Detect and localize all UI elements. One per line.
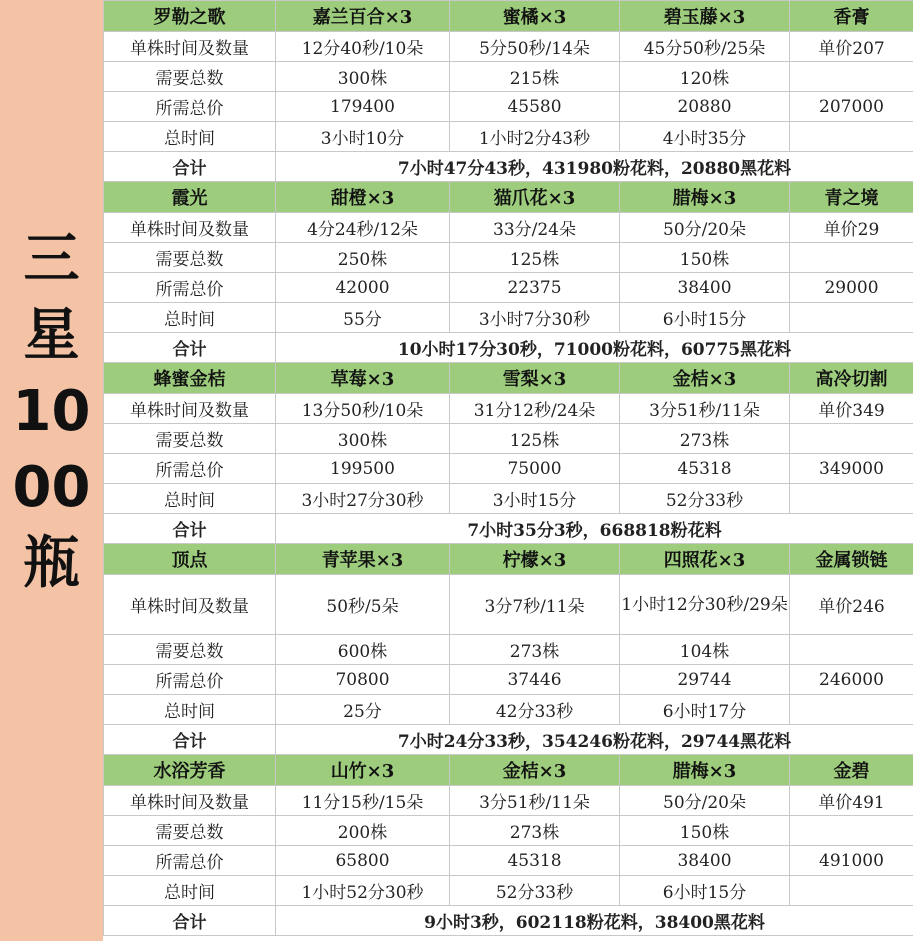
table-row bbox=[104, 273, 913, 303]
cell bbox=[790, 635, 913, 665]
cell: 125株 bbox=[450, 243, 620, 273]
cell: 42分33秒 bbox=[450, 695, 620, 725]
cell: 55分 bbox=[276, 303, 450, 333]
row-label: 需要总数 bbox=[104, 816, 276, 846]
cell: 52分33秒 bbox=[620, 484, 790, 514]
section-name: 罗勒之歌 bbox=[104, 1, 276, 32]
cell: 5分50秒/14朵 bbox=[450, 32, 620, 62]
sum-value: 7小时47分43秒，431980粉花料，20880黑花料 bbox=[276, 152, 913, 182]
cell bbox=[790, 876, 913, 906]
table-row bbox=[104, 62, 913, 92]
sum-row bbox=[104, 906, 913, 936]
cell: 300株 bbox=[276, 62, 450, 92]
row-label: 需要总数 bbox=[104, 635, 276, 665]
cell: 12分40秒/10朵 bbox=[276, 32, 450, 62]
cell: 42000 bbox=[276, 273, 450, 303]
sum-row bbox=[104, 514, 913, 544]
cell: 179400 bbox=[276, 92, 450, 122]
cell: 199500 bbox=[276, 454, 450, 484]
cell: 1小时12分30秒/29朵 bbox=[620, 575, 790, 635]
cell: 300株 bbox=[276, 424, 450, 454]
item-header: 草莓×3 bbox=[276, 363, 450, 394]
cell: 单价246 bbox=[790, 575, 913, 635]
item-header: 雪梨×3 bbox=[450, 363, 620, 394]
item-header: 香膏 bbox=[790, 1, 913, 32]
row-label: 所需总价 bbox=[104, 846, 276, 876]
cell: 52分33秒 bbox=[450, 876, 620, 906]
item-header: 金桔×3 bbox=[450, 755, 620, 786]
cell: 273株 bbox=[450, 635, 620, 665]
cell: 120株 bbox=[620, 62, 790, 92]
table-row bbox=[104, 695, 913, 725]
cell: 37446 bbox=[450, 665, 620, 695]
sum-value: 10小时17分30秒，71000粉花料，60775黑花料 bbox=[276, 333, 913, 363]
cell: 273株 bbox=[450, 816, 620, 846]
cell bbox=[790, 816, 913, 846]
sum-label: 合计 bbox=[104, 514, 276, 544]
cell: 单价207 bbox=[790, 32, 913, 62]
section-name: 顶点 bbox=[104, 544, 276, 575]
cell: 20880 bbox=[620, 92, 790, 122]
cell: 50分/20朵 bbox=[620, 786, 790, 816]
cell: 25分 bbox=[276, 695, 450, 725]
row-label: 所需总价 bbox=[104, 454, 276, 484]
cell bbox=[790, 695, 913, 725]
sum-label: 合计 bbox=[104, 725, 276, 755]
section-name: 霞光 bbox=[104, 182, 276, 213]
cell: 70800 bbox=[276, 665, 450, 695]
cell: 200株 bbox=[276, 816, 450, 846]
table-row bbox=[104, 635, 913, 665]
cell bbox=[790, 243, 913, 273]
row-label: 单株时间及数量 bbox=[104, 575, 276, 635]
cell bbox=[790, 303, 913, 333]
section-name: 蜂蜜金桔 bbox=[104, 363, 276, 394]
cell: 1小时52分30秒 bbox=[276, 876, 450, 906]
cell: 29744 bbox=[620, 665, 790, 695]
vertical-title-char: 星 bbox=[23, 303, 80, 368]
sum-value: 7小时35分3秒，668818粉花料 bbox=[276, 514, 913, 544]
recipe-table bbox=[103, 0, 913, 936]
table-row bbox=[104, 394, 913, 424]
cell bbox=[790, 424, 913, 454]
item-header: 蜜橘×3 bbox=[450, 1, 620, 32]
cell: 3小时27分30秒 bbox=[276, 484, 450, 514]
sum-row bbox=[104, 152, 913, 182]
table-row bbox=[104, 876, 913, 906]
cell: 50分/20朵 bbox=[620, 213, 790, 243]
row-label: 总时间 bbox=[104, 695, 276, 725]
section-name: 水浴芳香 bbox=[104, 755, 276, 786]
cell: 33分/24朵 bbox=[450, 213, 620, 243]
sum-row bbox=[104, 725, 913, 755]
vertical-title-char: 瓶 bbox=[23, 531, 80, 596]
cell: 3小时10分 bbox=[276, 122, 450, 152]
cell: 3小时15分 bbox=[450, 484, 620, 514]
item-header: 青之境 bbox=[790, 182, 913, 213]
table-row bbox=[104, 816, 913, 846]
section-header-row bbox=[104, 363, 913, 394]
item-header: 猫爪花×3 bbox=[450, 182, 620, 213]
cell: 3小时7分30秒 bbox=[450, 303, 620, 333]
row-label: 所需总价 bbox=[104, 273, 276, 303]
table-row bbox=[104, 454, 913, 484]
cell: 11分15秒/15朵 bbox=[276, 786, 450, 816]
table-row bbox=[104, 575, 913, 635]
vertical-title bbox=[0, 222, 103, 602]
item-header: 甜橙×3 bbox=[276, 182, 450, 213]
cell: 3分51秒/11朵 bbox=[450, 786, 620, 816]
vertical-title-char: 三 bbox=[23, 227, 80, 292]
cell: 38400 bbox=[620, 846, 790, 876]
item-header: 金属锁链 bbox=[790, 544, 913, 575]
row-label: 需要总数 bbox=[104, 424, 276, 454]
cell: 65800 bbox=[276, 846, 450, 876]
table-row bbox=[104, 92, 913, 122]
cell: 1小时2分43秒 bbox=[450, 122, 620, 152]
table-row bbox=[104, 786, 913, 816]
cell: 250株 bbox=[276, 243, 450, 273]
cell: 600株 bbox=[276, 635, 450, 665]
sum-row bbox=[104, 333, 913, 363]
cell: 单价29 bbox=[790, 213, 913, 243]
cell: 150株 bbox=[620, 243, 790, 273]
cell: 单价491 bbox=[790, 786, 913, 816]
cell: 38400 bbox=[620, 273, 790, 303]
sum-value: 9小时3秒，602118粉花料，38400黑花料 bbox=[276, 906, 913, 936]
table-row bbox=[104, 213, 913, 243]
cell: 13分50秒/10朵 bbox=[276, 394, 450, 424]
cell: 6小时15分 bbox=[620, 303, 790, 333]
item-header: 山竹×3 bbox=[276, 755, 450, 786]
section-header-row bbox=[104, 544, 913, 575]
item-header: 高冷切割 bbox=[790, 363, 913, 394]
cell: 104株 bbox=[620, 635, 790, 665]
row-label: 总时间 bbox=[104, 303, 276, 333]
cell: 4分24秒/12朵 bbox=[276, 213, 450, 243]
item-header: 柠檬×3 bbox=[450, 544, 620, 575]
cell: 3分7秒/11朵 bbox=[450, 575, 620, 635]
table-row bbox=[104, 303, 913, 333]
cell: 491000 bbox=[790, 846, 913, 876]
cell: 273株 bbox=[620, 424, 790, 454]
row-label: 总时间 bbox=[104, 484, 276, 514]
cell: 22375 bbox=[450, 273, 620, 303]
cell: 349000 bbox=[790, 454, 913, 484]
item-header: 碧玉藤×3 bbox=[620, 1, 790, 32]
cell: 246000 bbox=[790, 665, 913, 695]
cell: 6小时15分 bbox=[620, 876, 790, 906]
table-row bbox=[104, 32, 913, 62]
table-row bbox=[104, 484, 913, 514]
cell: 75000 bbox=[450, 454, 620, 484]
cell: 单价349 bbox=[790, 394, 913, 424]
cell bbox=[790, 62, 913, 92]
row-label: 单株时间及数量 bbox=[104, 213, 276, 243]
cell: 31分12秒/24朵 bbox=[450, 394, 620, 424]
cell: 6小时17分 bbox=[620, 695, 790, 725]
table-row bbox=[104, 243, 913, 273]
cell: 207000 bbox=[790, 92, 913, 122]
item-header: 金碧 bbox=[790, 755, 913, 786]
cell: 29000 bbox=[790, 273, 913, 303]
cell: 215株 bbox=[450, 62, 620, 92]
vertical-title-char: 10 bbox=[12, 379, 91, 444]
cell: 150株 bbox=[620, 816, 790, 846]
cell: 4小时35分 bbox=[620, 122, 790, 152]
item-header: 四照花×3 bbox=[620, 544, 790, 575]
row-label: 所需总价 bbox=[104, 92, 276, 122]
row-label: 总时间 bbox=[104, 876, 276, 906]
row-label: 需要总数 bbox=[104, 62, 276, 92]
table-row bbox=[104, 846, 913, 876]
section-header-row bbox=[104, 182, 913, 213]
row-label: 单株时间及数量 bbox=[104, 786, 276, 816]
item-header: 腊梅×3 bbox=[620, 182, 790, 213]
table-row bbox=[104, 122, 913, 152]
cell bbox=[790, 484, 913, 514]
row-label: 需要总数 bbox=[104, 243, 276, 273]
cell: 3分51秒/11朵 bbox=[620, 394, 790, 424]
cell: 45580 bbox=[450, 92, 620, 122]
vertical-title-char: 00 bbox=[12, 455, 91, 520]
section-header-row bbox=[104, 1, 913, 32]
item-header: 腊梅×3 bbox=[620, 755, 790, 786]
item-header: 嘉兰百合×3 bbox=[276, 1, 450, 32]
sum-label: 合计 bbox=[104, 906, 276, 936]
cell: 45分50秒/25朵 bbox=[620, 32, 790, 62]
item-header: 金桔×3 bbox=[620, 363, 790, 394]
row-label: 单株时间及数量 bbox=[104, 394, 276, 424]
cell: 125株 bbox=[450, 424, 620, 454]
row-label: 总时间 bbox=[104, 122, 276, 152]
sum-label: 合计 bbox=[104, 333, 276, 363]
row-label: 所需总价 bbox=[104, 665, 276, 695]
table-row bbox=[104, 665, 913, 695]
sum-value: 7小时24分33秒，354246粉花料，29744黑花料 bbox=[276, 725, 913, 755]
cell bbox=[790, 122, 913, 152]
cell: 45318 bbox=[620, 454, 790, 484]
cell: 50秒/5朵 bbox=[276, 575, 450, 635]
section-header-row bbox=[104, 755, 913, 786]
row-label: 单株时间及数量 bbox=[104, 32, 276, 62]
sum-label: 合计 bbox=[104, 152, 276, 182]
item-header: 青苹果×3 bbox=[276, 544, 450, 575]
cell: 45318 bbox=[450, 846, 620, 876]
table-row bbox=[104, 424, 913, 454]
